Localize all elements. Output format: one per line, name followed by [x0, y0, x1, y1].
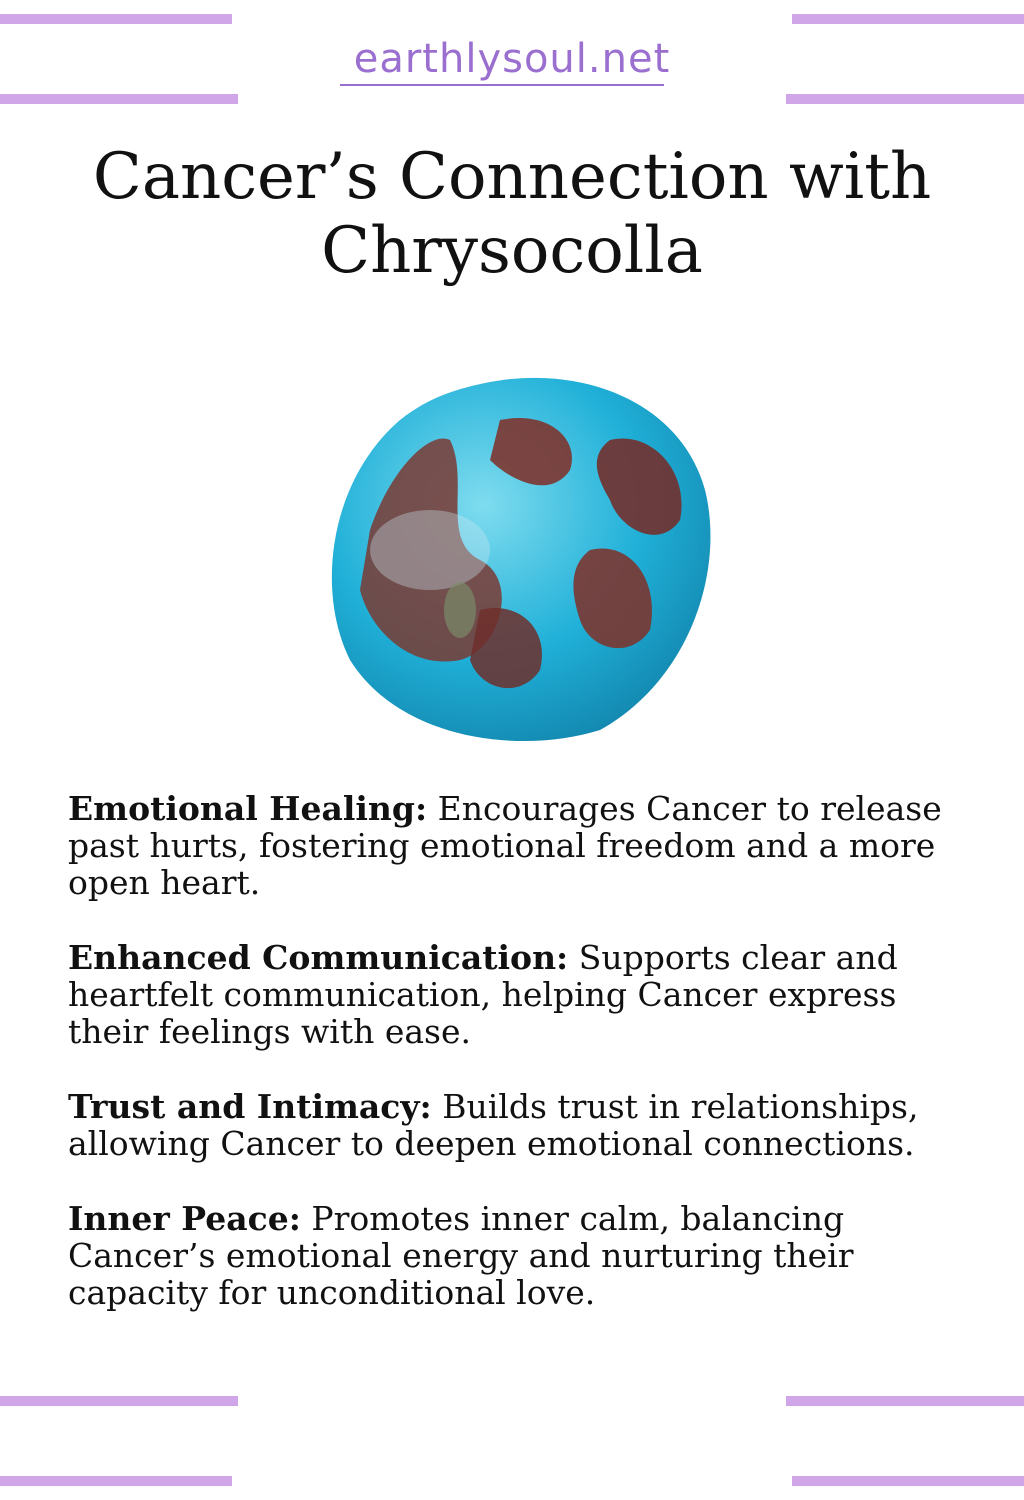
benefit-label: Enhanced Communication:: [68, 938, 569, 977]
bottom-right-bar-1: [786, 1396, 1024, 1406]
chrysocolla-stone-image: [320, 360, 720, 750]
top-left-bar-2: [0, 94, 238, 104]
benefit-text: Supports clear and heartfelt communication, helping Cancer express their feelings with ease.: [68, 938, 898, 1051]
benefit-trust-and-intimacy: [68, 1088, 958, 1162]
benefit-label: Emotional Healing:: [68, 789, 428, 828]
top-left-bar-1: [0, 14, 232, 24]
benefit-enhanced-communication: [68, 939, 958, 1050]
bottom-left-bar-1: [0, 1396, 238, 1406]
logo-underline: [340, 84, 664, 86]
benefit-emotional-healing: [68, 790, 958, 901]
benefit-label: Inner Peace:: [68, 1199, 301, 1238]
top-right-bar-1: [792, 14, 1024, 24]
benefit-text: Encourages Cancer to release past hurts, fostering emotional freedom and a more open heart.: [68, 789, 942, 902]
title-line-2: Chrysocolla: [321, 214, 703, 288]
title-line-1: Cancer’s Connection with: [92, 140, 932, 214]
benefit-text: Promotes inner calm, balancing Cancer’s emotional energy and nurturing their capacity for unconditional love.: [68, 1199, 854, 1312]
benefits-list: [68, 790, 958, 1349]
bottom-left-bar-2: [0, 1476, 232, 1486]
benefit-inner-peace: [68, 1200, 958, 1311]
page-title: [0, 140, 1024, 288]
benefit-text: Builds trust in relationships, allowing Cancer to deepen emotional connections.: [68, 1087, 919, 1163]
bottom-right-bar-2: [792, 1476, 1024, 1486]
top-right-bar-2: [786, 94, 1024, 104]
site-logo[interactable]: earthlysoul.net: [353, 36, 671, 82]
benefit-label: Trust and Intimacy:: [68, 1087, 432, 1126]
